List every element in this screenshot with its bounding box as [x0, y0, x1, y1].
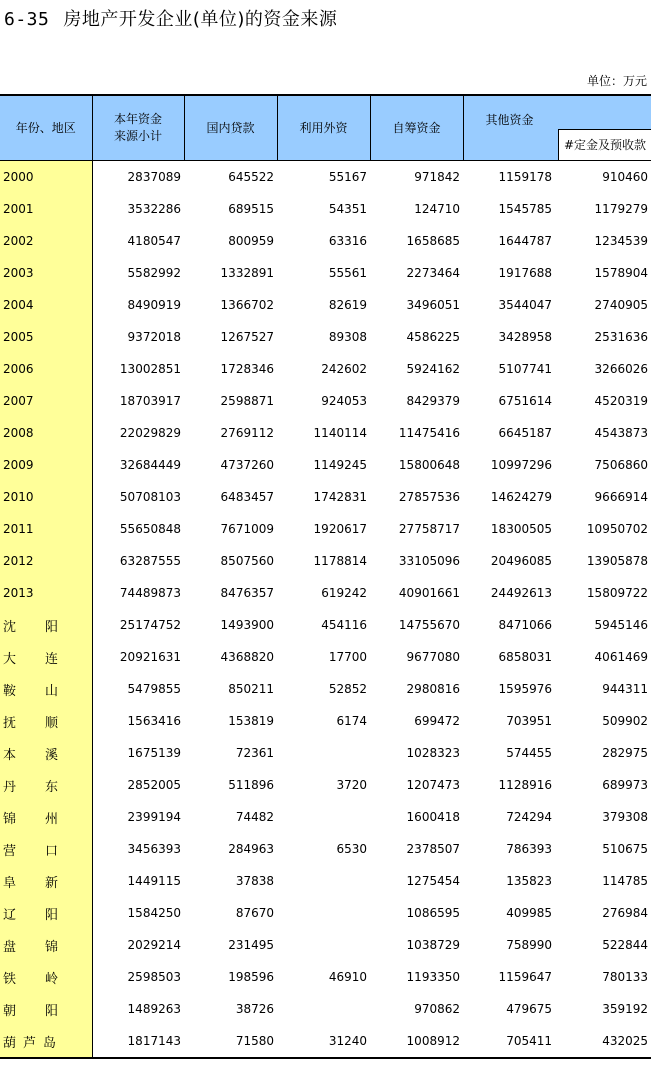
- cell-c2: 2769112: [220, 426, 274, 440]
- region-char: 连: [45, 651, 59, 667]
- region-char: 阳: [45, 619, 59, 635]
- table-row: [0, 737, 651, 769]
- cell-c1: 55650848: [119, 522, 181, 536]
- header-domestic-loans: 国内贷款: [184, 95, 277, 161]
- cell-c4: 5924162: [406, 362, 460, 376]
- cell-c6: 522844: [602, 938, 648, 952]
- table-row: [0, 705, 651, 737]
- cell-c4: 27857536: [398, 490, 460, 504]
- cell-c2: 284963: [228, 842, 274, 856]
- cell-c6: 9666914: [594, 490, 648, 504]
- cell-c4: 15800648: [398, 458, 460, 472]
- row-region: [0, 961, 92, 993]
- cell-c4: 699472: [414, 714, 460, 728]
- region-char: 沈: [3, 619, 17, 635]
- row-year: 2002: [0, 225, 92, 257]
- cell-c1: 5479855: [127, 682, 181, 696]
- cell-c6: 4543873: [594, 426, 648, 440]
- cell-c4: 970862: [414, 1002, 460, 1016]
- table-row: [0, 801, 651, 833]
- cell-c5: 135823: [506, 874, 552, 888]
- region-char: 盘: [3, 939, 17, 955]
- table-row: [0, 385, 651, 417]
- cell-c5: 5107741: [498, 362, 552, 376]
- region-char: 阳: [45, 1003, 59, 1019]
- region-char: 锦: [3, 811, 17, 827]
- cell-c5: 409985: [506, 906, 552, 920]
- header-total-line1: 本年资金: [113, 112, 162, 126]
- table-row: [0, 545, 651, 577]
- cell-c5: 18300505: [490, 522, 552, 536]
- cell-c5: 14624279: [490, 490, 552, 504]
- cell-c4: 33105096: [398, 554, 460, 568]
- cell-c6: 689973: [602, 778, 648, 792]
- header-total-line2: 来源小计: [113, 129, 162, 143]
- cell-c6: 780133: [602, 970, 648, 984]
- cell-c1: 18703917: [119, 394, 181, 408]
- cell-c6: 114785: [602, 874, 648, 888]
- cell-c5: 6751614: [498, 394, 552, 408]
- cell-c5: 6645187: [498, 426, 552, 440]
- region-char: 鞍: [3, 683, 17, 699]
- cell-c5: 724294: [506, 810, 552, 824]
- cell-c1: 74489873: [119, 586, 181, 600]
- row-year: 2006: [0, 353, 92, 385]
- cell-c2: 71580: [184, 1025, 277, 1058]
- header-year-region: 年份、地区: [0, 95, 92, 161]
- cell-c1: 2598503: [127, 970, 181, 984]
- cell-c2: 153819: [228, 714, 274, 728]
- cell-c5: 574455: [506, 746, 552, 760]
- cell-c3: [277, 865, 370, 897]
- cell-c2: 87670: [235, 906, 274, 920]
- region-char: 阜: [3, 875, 17, 891]
- cell-c2: 37838: [235, 874, 274, 888]
- cell-c1: 63287555: [119, 554, 181, 568]
- cell-c4: 27758717: [398, 522, 460, 536]
- row-region: [0, 865, 92, 897]
- region-char: 本: [3, 747, 17, 763]
- cell-c6: 2531636: [594, 330, 648, 344]
- table-row: [0, 961, 651, 993]
- row-region: [0, 705, 92, 737]
- cell-c6: 944311: [602, 682, 648, 696]
- cell-c3: 31240: [277, 1025, 370, 1058]
- cell-c5: 1159647: [498, 970, 552, 984]
- cell-c4: 1028323: [406, 746, 460, 760]
- cell-c2: 689515: [228, 202, 274, 216]
- cell-c3: 6530: [336, 842, 367, 856]
- cell-c2: 74482: [235, 810, 274, 824]
- cell-c3: 55167: [328, 170, 367, 184]
- cell-c4: 14755670: [398, 618, 460, 632]
- row-year: 2008: [0, 417, 92, 449]
- cell-c2: 645522: [228, 170, 274, 184]
- row-year: 2011: [0, 513, 92, 545]
- table-row: [0, 161, 651, 194]
- cell-c3: 1178814: [313, 554, 367, 568]
- table-row: [0, 513, 651, 545]
- row-region: [0, 641, 92, 673]
- cell-c5: 1545785: [498, 202, 552, 216]
- row-region: [0, 1025, 92, 1058]
- region-char: 岛: [43, 1035, 57, 1051]
- cell-c2: 7671009: [220, 522, 274, 536]
- table-row: [0, 673, 651, 705]
- cell-c4: 124710: [414, 202, 460, 216]
- table-row: [0, 449, 651, 481]
- cell-c1: 32684449: [119, 458, 181, 472]
- cell-c2: 4368820: [220, 650, 274, 664]
- cell-c4: 1600418: [406, 810, 460, 824]
- cell-c6: 1578904: [594, 266, 648, 280]
- cell-c1: 13002851: [119, 362, 181, 376]
- cell-c3: 924053: [321, 394, 367, 408]
- region-char: 营: [3, 843, 17, 859]
- cell-c3: 1140114: [313, 426, 367, 440]
- cell-c6: 509902: [602, 714, 648, 728]
- row-year: 2009: [0, 449, 92, 481]
- table-row: [0, 417, 651, 449]
- table-row: [0, 1025, 651, 1058]
- cell-c5: 20496085: [490, 554, 552, 568]
- header-self-raised: 自筹资金: [370, 95, 463, 161]
- region-char: 锦: [45, 939, 59, 955]
- cell-c6: 4061469: [594, 650, 648, 664]
- cell-c3: 1742831: [313, 490, 367, 504]
- cell-c1: 1563416: [127, 714, 181, 728]
- cell-c4: 1038729: [406, 938, 460, 952]
- row-year: 2013: [0, 577, 92, 609]
- row-year: 2001: [0, 193, 92, 225]
- cell-c4: 1658685: [406, 234, 460, 248]
- region-char: 溪: [45, 747, 59, 763]
- cell-c3: [277, 737, 370, 769]
- cell-c6: 276984: [602, 906, 648, 920]
- cell-c3: 1920617: [313, 522, 367, 536]
- table-row: [0, 929, 651, 961]
- cell-c5: 1917688: [498, 266, 552, 280]
- table-row: [0, 865, 651, 897]
- table-row: [0, 257, 651, 289]
- cell-c1: 22029829: [119, 426, 181, 440]
- cell-c2: 850211: [228, 682, 274, 696]
- row-region: [0, 929, 92, 961]
- cell-c2: 1366702: [220, 298, 274, 312]
- cell-c1: 50708103: [119, 490, 181, 504]
- table-title-text: 房地产开发企业(单位)的资金来源: [63, 9, 338, 30]
- region-char: 朝: [3, 1003, 17, 1019]
- table-title: [4, 5, 337, 31]
- cell-c1: 5582992: [127, 266, 181, 280]
- row-region: [0, 769, 92, 801]
- row-year: 2003: [0, 257, 92, 289]
- cell-c5: 1595976: [498, 682, 552, 696]
- header-row: [0, 95, 651, 161]
- row-year: 2005: [0, 321, 92, 353]
- cell-c5: 1159178: [498, 170, 552, 184]
- cell-c3: [277, 801, 370, 833]
- region-char: 山: [45, 683, 59, 699]
- cell-c1: 1489263: [127, 1002, 181, 1016]
- cell-c1: 3532286: [127, 202, 181, 216]
- cell-c1: 1584250: [127, 906, 181, 920]
- cell-c3: 454116: [321, 618, 367, 632]
- cell-c1: 1449115: [127, 874, 181, 888]
- cell-c1: 1675139: [127, 746, 181, 760]
- cell-c5: 705411: [463, 1025, 555, 1058]
- cell-c5: 6858031: [498, 650, 552, 664]
- cell-c3: 55561: [328, 266, 367, 280]
- cell-c2: 800959: [228, 234, 274, 248]
- cell-c5: 786393: [506, 842, 552, 856]
- cell-c2: 8476357: [220, 586, 274, 600]
- table-row: [0, 897, 651, 929]
- cell-c4: 971842: [414, 170, 460, 184]
- cell-c4: 1086595: [406, 906, 460, 920]
- cell-c3: [277, 993, 370, 1025]
- cell-c3: 46910: [328, 970, 367, 984]
- region-char: 大: [3, 651, 17, 667]
- row-region: [0, 833, 92, 865]
- cell-c2: 2598871: [220, 394, 274, 408]
- region-char: 铁: [3, 971, 17, 987]
- cell-c1: 2029214: [127, 938, 181, 952]
- cell-c5: 703951: [506, 714, 552, 728]
- region-char: 葫: [3, 1035, 17, 1051]
- table-row: [0, 289, 651, 321]
- row-year: 2000: [0, 161, 92, 194]
- cell-c6: 3266026: [594, 362, 648, 376]
- cell-c5: 8471066: [498, 618, 552, 632]
- cell-c3: 242602: [321, 362, 367, 376]
- region-char: 州: [45, 811, 59, 827]
- cell-c2: 72361: [235, 746, 274, 760]
- table-row: [0, 641, 651, 673]
- region-char: 芦: [23, 1035, 37, 1051]
- cell-c4: 11475416: [398, 426, 460, 440]
- table-row: [0, 481, 651, 513]
- row-region: [0, 993, 92, 1025]
- row-region: [0, 737, 92, 769]
- cell-c3: 89308: [328, 330, 367, 344]
- region-char: 顺: [45, 715, 59, 731]
- cell-c1: 20921631: [119, 650, 181, 664]
- cell-c3: [277, 929, 370, 961]
- region-char: 口: [45, 843, 59, 859]
- row-region: [0, 897, 92, 929]
- table-body: [0, 161, 651, 1059]
- cell-c1: 25174752: [119, 618, 181, 632]
- cell-c1: 3456393: [127, 842, 181, 856]
- cell-c3: 82619: [328, 298, 367, 312]
- cell-c6: 4520319: [594, 394, 648, 408]
- cell-c4: 2378507: [406, 842, 460, 856]
- table-row: [0, 769, 651, 801]
- region-char: 抚: [3, 715, 17, 731]
- cell-c2: 4737260: [220, 458, 274, 472]
- cell-c6: 1234539: [594, 234, 648, 248]
- table-row: [0, 193, 651, 225]
- cell-c1: 9372018: [127, 330, 181, 344]
- cell-c4: 40901661: [398, 586, 460, 600]
- cell-c3: 619242: [321, 586, 367, 600]
- cell-c5: 1128916: [498, 778, 552, 792]
- region-char: 阳: [45, 907, 59, 923]
- cell-c4: 4586225: [406, 330, 460, 344]
- cell-c6: 13905878: [586, 554, 648, 568]
- cell-c4: 3496051: [406, 298, 460, 312]
- cell-c4: 2980816: [406, 682, 460, 696]
- table-number: 6-35: [4, 9, 50, 30]
- cell-c6: 7506860: [594, 458, 648, 472]
- header-total: [92, 95, 184, 161]
- cell-c6: 15809722: [586, 586, 648, 600]
- unit-label: 单位：万元: [586, 74, 647, 88]
- cell-c4: 1193350: [406, 970, 460, 984]
- cell-c6: 359192: [602, 1002, 648, 1016]
- cell-c5: 24492613: [490, 586, 552, 600]
- table-row: [0, 353, 651, 385]
- data-table: [0, 94, 651, 1059]
- cell-c4: 1008912: [370, 1025, 463, 1058]
- row-region: [0, 673, 92, 705]
- region-char: 辽: [3, 907, 17, 923]
- cell-c2: 38726: [235, 1002, 274, 1016]
- cell-c2: 1493900: [220, 618, 274, 632]
- table-row: [0, 833, 651, 865]
- cell-c4: 9677080: [406, 650, 460, 664]
- cell-c2: 6483457: [220, 490, 274, 504]
- region-char: 丹: [3, 779, 17, 795]
- cell-c3: [277, 897, 370, 929]
- cell-c6: 910460: [602, 170, 648, 184]
- header-other-funds: [463, 95, 651, 161]
- cell-c4: 1275454: [406, 874, 460, 888]
- cell-c4: 2273464: [406, 266, 460, 280]
- table-row: [0, 225, 651, 257]
- cell-c6: 5945146: [594, 618, 648, 632]
- table-row: [0, 609, 651, 641]
- row-year: 2004: [0, 289, 92, 321]
- region-char: 岭: [45, 971, 59, 987]
- cell-c5: 3544047: [498, 298, 552, 312]
- cell-c3: 17700: [328, 650, 367, 664]
- row-region: [0, 609, 92, 641]
- cell-c3: 6174: [336, 714, 367, 728]
- cell-c6: 379308: [602, 810, 648, 824]
- cell-c1: 2399194: [127, 810, 181, 824]
- cell-c1: 8490919: [127, 298, 181, 312]
- region-char: 新: [45, 875, 59, 891]
- row-year: 2007: [0, 385, 92, 417]
- region-char: 东: [45, 779, 59, 795]
- header-foreign-investment: 利用外资: [277, 95, 370, 161]
- cell-c5: 10997296: [490, 458, 552, 472]
- cell-c3: 1149245: [313, 458, 367, 472]
- cell-c2: 1332891: [220, 266, 274, 280]
- cell-c6: 1179279: [594, 202, 648, 216]
- cell-c1: 4180547: [127, 234, 181, 248]
- table-row: [0, 993, 651, 1025]
- cell-c3: 3720: [336, 778, 367, 792]
- cell-c5: 758990: [506, 938, 552, 952]
- cell-c1: 2852005: [127, 778, 181, 792]
- table-row: [0, 577, 651, 609]
- header-deposits: #定金及预收款: [558, 129, 651, 160]
- cell-c4: 8429379: [406, 394, 460, 408]
- cell-c6: 510675: [602, 842, 648, 856]
- cell-c2: 511896: [228, 778, 274, 792]
- row-region: [0, 801, 92, 833]
- cell-c5: 1644787: [498, 234, 552, 248]
- row-year: 2010: [0, 481, 92, 513]
- cell-c2: 1267527: [220, 330, 274, 344]
- cell-c3: 52852: [328, 682, 367, 696]
- cell-c3: 54351: [328, 202, 367, 216]
- cell-c4: 1207473: [406, 778, 460, 792]
- cell-c6: 10950702: [586, 522, 648, 536]
- cell-c2: 198596: [228, 970, 274, 984]
- cell-c6: 282975: [602, 746, 648, 760]
- cell-c2: 1728346: [220, 362, 274, 376]
- cell-c6: 432025: [555, 1025, 651, 1058]
- cell-c5: 479675: [506, 1002, 552, 1016]
- cell-c2: 231495: [228, 938, 274, 952]
- cell-c1: 2837089: [127, 170, 181, 184]
- table-row: [0, 321, 651, 353]
- row-year: 2012: [0, 545, 92, 577]
- cell-c6: 2740905: [594, 298, 648, 312]
- cell-c2: 8507560: [220, 554, 274, 568]
- cell-c5: 3428958: [498, 330, 552, 344]
- cell-c1: 1817143: [92, 1025, 184, 1058]
- header-other-label: 其他资金: [485, 113, 534, 127]
- cell-c3: 63316: [328, 234, 367, 248]
